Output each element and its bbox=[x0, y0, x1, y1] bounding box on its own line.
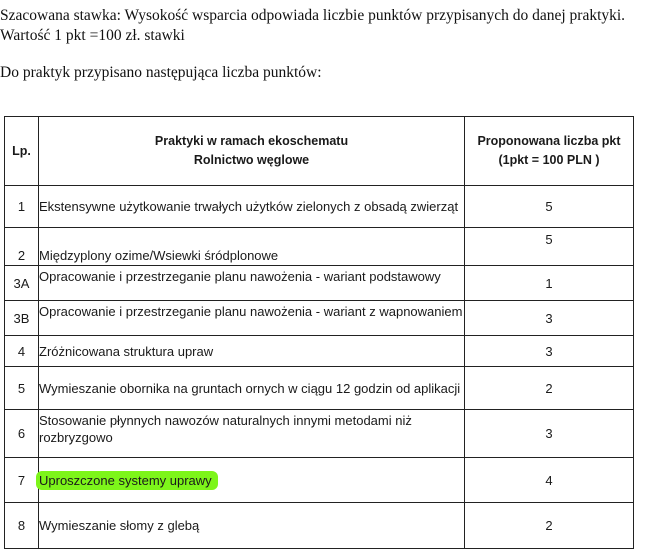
row-lp: 4 bbox=[5, 336, 39, 367]
header-lp: Lp. bbox=[5, 117, 39, 186]
header-points: Proponowana liczba pkt (1pkt = 100 PLN ) bbox=[465, 117, 634, 186]
row-practice bbox=[39, 458, 465, 503]
row-practice: Międzyplony ozime/Wsiewki śródplonowe bbox=[39, 228, 465, 266]
table-row bbox=[5, 301, 634, 336]
table-header-row bbox=[5, 117, 634, 186]
row-lp: 1 bbox=[5, 186, 39, 228]
row-practice: Opracowanie i przestrzeganie planu nawożenia - wariant z wapnowaniem bbox=[39, 301, 465, 336]
row-practice: Wymieszanie obornika na gruntach ornych w ciągu 12 godzin od aplikacji bbox=[39, 367, 465, 410]
table-row bbox=[5, 367, 634, 410]
row-points: 2 bbox=[465, 503, 634, 549]
highlighted-practice: Uproszczone systemy uprawy bbox=[36, 471, 218, 490]
table-intro: Do praktyk przypisano następująca liczba punktów: bbox=[0, 64, 322, 81]
row-practice: Wymieszanie słomy z glebą bbox=[39, 503, 465, 549]
rate-description: Szacowana stawka: Wysokość wsparcia odpowiada liczbie punktów przypisanych do danej praktyki. bbox=[0, 7, 626, 24]
row-points: 5 bbox=[465, 228, 634, 266]
row-practice: Stosowanie płynnych nawozów naturalnych innymi metodami niż rozbryzgowo bbox=[39, 410, 465, 458]
row-practice: Opracowanie i przestrzeganie planu nawożenia - wariant podstawowy bbox=[39, 266, 465, 301]
row-lp: 7 bbox=[5, 458, 39, 503]
row-lp: 3B bbox=[5, 301, 39, 336]
row-points: 5 bbox=[465, 186, 634, 228]
row-points: 3 bbox=[465, 301, 634, 336]
table-row bbox=[5, 186, 634, 228]
table-row bbox=[5, 458, 634, 503]
table-row bbox=[5, 266, 634, 301]
row-points: 2 bbox=[465, 367, 634, 410]
row-practice: Ekstensywne użytkowanie trwałych użytków zielonych z obsadą zwierząt bbox=[39, 186, 465, 228]
row-points: 4 bbox=[465, 458, 634, 503]
point-value-note: Wartość 1 pkt =100 zł. stawki bbox=[0, 27, 185, 44]
row-lp: 8 bbox=[5, 503, 39, 549]
table-row bbox=[5, 228, 634, 266]
header-practice: Praktyki w ramach ekoschematu Rolnictwo węglowe bbox=[39, 117, 465, 186]
spacer bbox=[0, 46, 670, 63]
row-lp: 6 bbox=[5, 410, 39, 458]
table-row bbox=[5, 503, 634, 549]
points-table bbox=[4, 116, 634, 549]
row-points: 3 bbox=[465, 410, 634, 458]
intro-text bbox=[0, 6, 670, 83]
row-lp: 3A bbox=[5, 266, 39, 301]
row-lp: 5 bbox=[5, 367, 39, 410]
row-points: 1 bbox=[465, 266, 634, 301]
row-lp: 2 bbox=[5, 228, 39, 266]
table-row bbox=[5, 336, 634, 367]
table-row bbox=[5, 410, 634, 458]
row-points: 3 bbox=[465, 336, 634, 367]
row-practice: Zróżnicowana struktura upraw bbox=[39, 336, 465, 367]
